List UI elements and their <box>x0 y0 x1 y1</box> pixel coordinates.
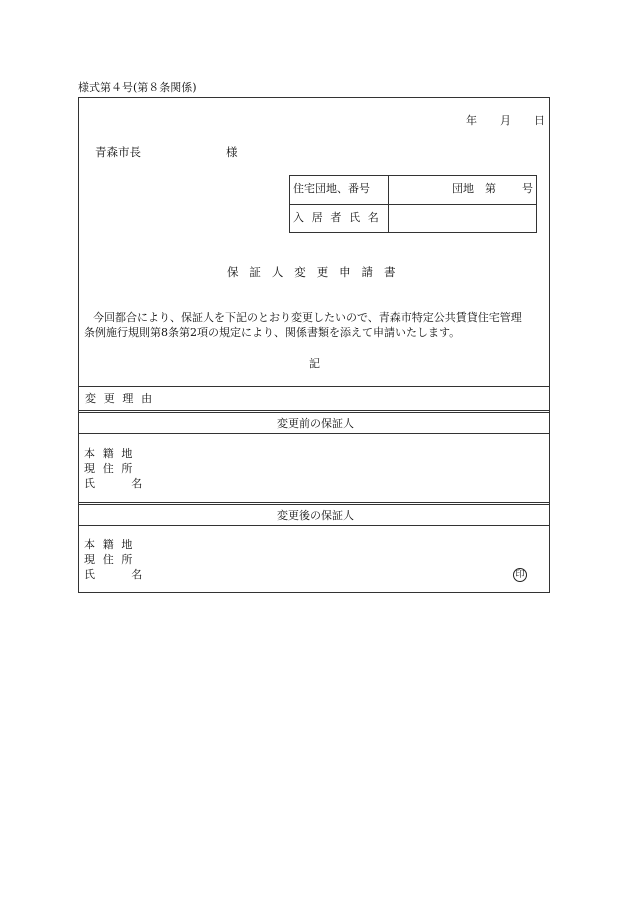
before-address-label: 現住所 <box>84 462 141 475</box>
table-row-divider <box>290 204 536 205</box>
after-address-label: 現住所 <box>84 553 141 566</box>
date-day-label: 日 <box>534 114 545 127</box>
ki-marker: 記 <box>309 357 320 370</box>
divider-before-header <box>78 433 550 434</box>
before-name-label: 氏名 <box>84 477 179 490</box>
document-title: 保証人変更申請書 <box>227 265 407 279</box>
divider-reason-top <box>78 386 550 387</box>
divider-after-top-2 <box>78 504 550 505</box>
divider-after-top-1 <box>78 502 550 503</box>
body-line-1: 今回都合により、保証人を下記のとおり変更したいので、青森市特定公共賃貸住宅管理 <box>93 311 522 324</box>
date-month-label: 月 <box>500 114 511 127</box>
addressee-name: 青森市長 <box>95 145 141 159</box>
date-year-label: 年 <box>466 114 477 127</box>
after-guarantor-header: 変更後の保証人 <box>277 509 354 522</box>
housing-danchi-text: 団地 <box>452 182 474 195</box>
form-number: 様式第４号(第８条関係) <box>78 81 197 94</box>
divider-after-header <box>78 525 550 526</box>
divider-reason-bottom-1 <box>78 410 550 411</box>
after-honseki-label: 本籍地 <box>84 538 141 551</box>
before-guarantor-header: 変更前の保証人 <box>277 417 354 430</box>
housing-dai-text: 第 <box>485 182 496 195</box>
body-line-2: 条例施行規則第8条第2項の規定により、関係書類を添えて申請いたします。 <box>84 326 461 339</box>
seal-mark: 印 <box>513 568 527 582</box>
housing-go-text: 号 <box>522 182 533 195</box>
before-honseki-label: 本籍地 <box>84 447 141 460</box>
resident-name-label: 入居者氏名 <box>293 211 387 224</box>
housing-number-label: 住宅団地、番号 <box>293 182 370 195</box>
after-name-label: 氏名 <box>84 568 179 581</box>
change-reason-label: 変更理由 <box>85 392 160 405</box>
divider-reason-bottom-2 <box>78 412 550 413</box>
table-column-divider <box>388 176 389 232</box>
addressee-honorific: 様 <box>226 145 238 159</box>
